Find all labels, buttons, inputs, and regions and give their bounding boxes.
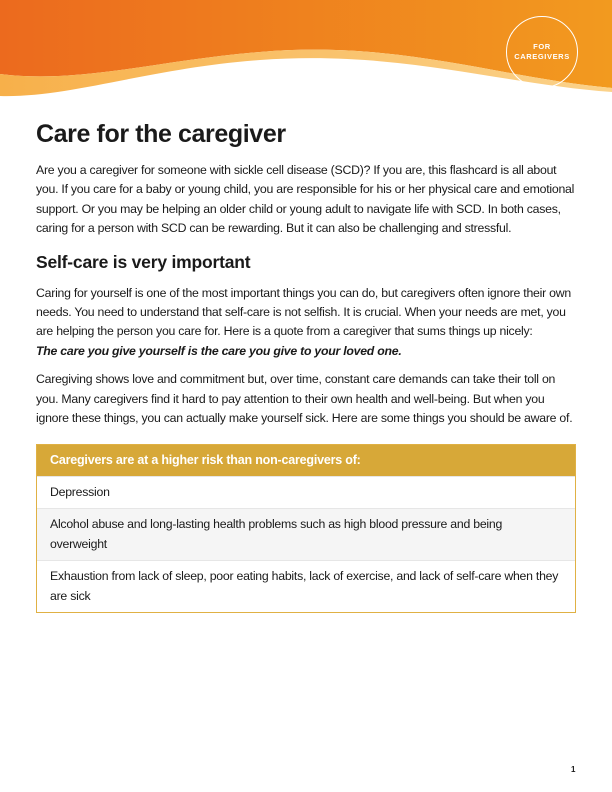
main-content <box>36 120 576 428</box>
self-care-text: Caring for yourself is one of the most important things you can do, but caregivers often ignore their own needs. You need to understand that self-care is not selfish. It is crucial. When your needs are met, you are helping the person you care for. Here is a quote from a caregiver that sums things up nicely: <box>36 285 571 339</box>
risk-row: Alcohol abuse and long-lasting health problems such as high blood pressure and being overweight <box>37 508 575 560</box>
caregiver-quote: The care you give yourself is the care you give to your loved one. <box>36 343 402 358</box>
risk-table-header: Caregivers are at a higher risk than non-caregivers of: <box>37 445 575 476</box>
caregiving-paragraph: Caregiving shows love and commitment but, over time, constant care demands can take their toll on you. Many caregivers find it hard to pay attention to their own health and well-being. But when you ignore these things, you can actually make yourself sick. Here are some things you should be aware of. <box>36 372 573 426</box>
risk-row: Exhaustion from lack of sleep, poor eating habits, lack of exercise, and lack of self-care when they are sick <box>37 560 575 612</box>
intro-paragraph: Are you a caregiver for someone with sickle cell disease (SCD)? If you are, this flashcard is all about you. If you care for a baby or young child, you are responsible for his or her physical care and emotional support. Or you may be helping an older child or young adult to navigate life with SCD. In both cases, caring for a person with SCD can be rewarding. But it can also be challenging and stressful. <box>36 163 575 236</box>
self-care-paragraph <box>36 284 576 362</box>
section-heading: Self-care is very important <box>36 251 251 272</box>
page-title: Care for the caregiver <box>36 120 286 148</box>
badge-line-2: CAREGIVERS <box>514 52 570 61</box>
for-caregivers-badge <box>506 16 578 88</box>
badge-line-1: FOR <box>533 42 551 51</box>
page-number: 1 <box>571 765 576 774</box>
risk-row: Depression <box>37 476 575 508</box>
risk-table <box>36 444 576 613</box>
